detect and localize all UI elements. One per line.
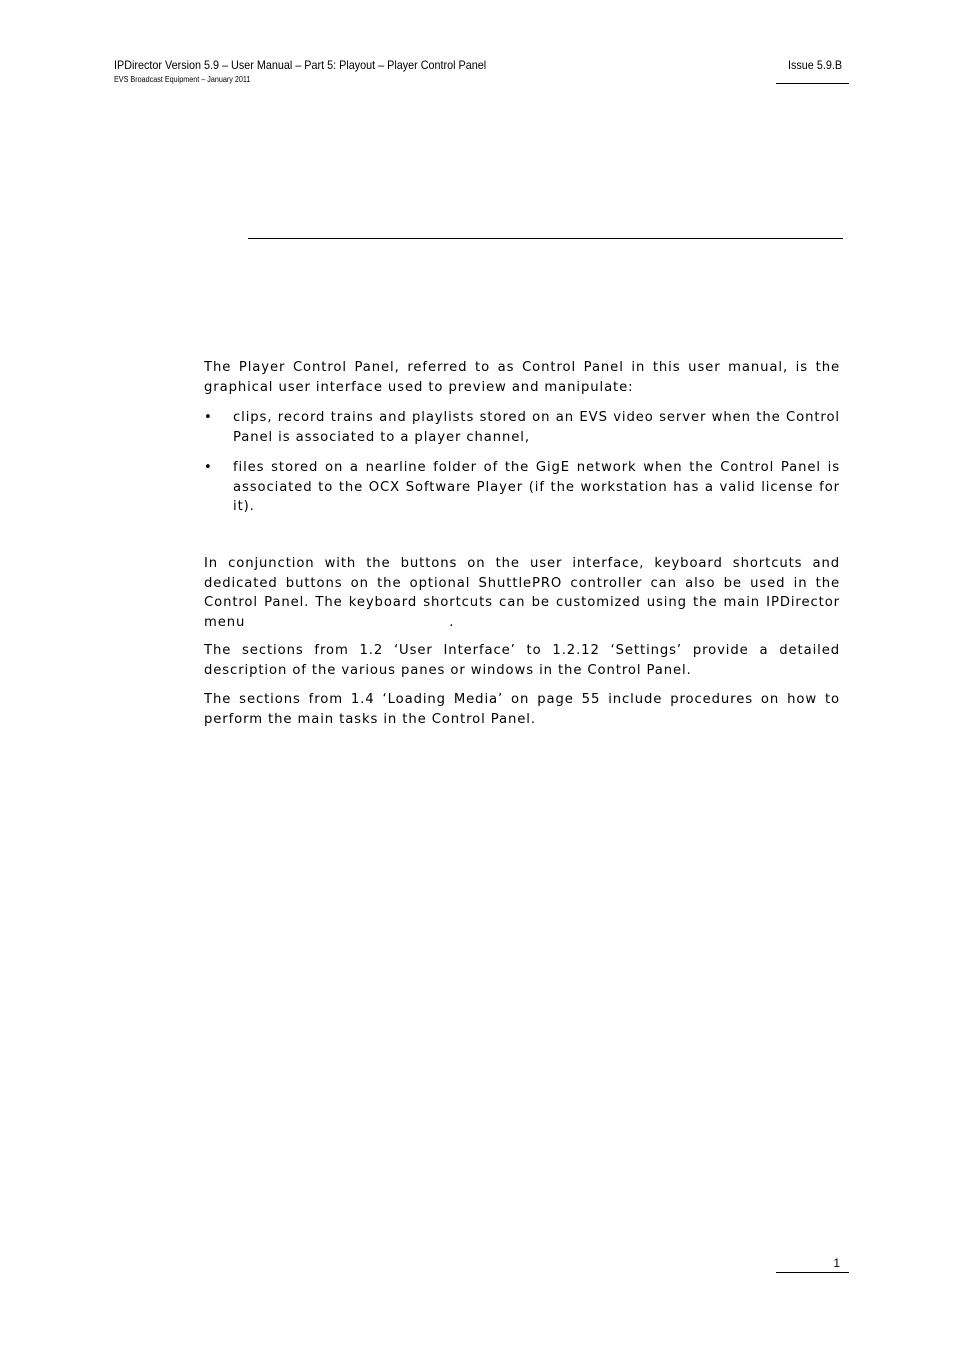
bullet-text: files stored on a nearline folder of the GigE network when the Control Panel is associated to the OCX Software Player (if the workstation has a valid license for it). — [233, 460, 840, 515]
bullet-list — [204, 408, 840, 517]
list-item — [204, 458, 840, 517]
bullet-text: clips, record trains and playlists stored on an EVS video server when the Control Panel is associated to a player channel, — [233, 410, 840, 445]
shortcuts-text: In conjunction with the buttons on the user interface, keyboard shortcuts and dedicated buttons on the optional ShuttlePRO controller can also be used in the Control Panel. The keyboard shortcuts can be customized using the main IPDirector menu — [204, 556, 840, 630]
bullet-icon: • — [204, 460, 212, 476]
procedures-paragraph: The sections from 1.4 ‘Loading Media’ on page 55 include procedures on how to perform the main tasks in the Control Panel. — [204, 692, 840, 727]
intro-paragraph: The Player Control Panel, referred to as Control Panel in this user manual, is the graphical user interface used to preview and manipulate: — [204, 360, 840, 395]
bullet-icon: • — [204, 410, 212, 425]
header-issue: Issue 5.9.B — [787, 58, 842, 72]
list-item — [204, 408, 840, 447]
sections-paragraph: The sections from 1.2 ‘User Interface’ to 1.2.12 ‘Settings’ provide a detailed description of the various panes or windows in the Control Panel. — [204, 643, 840, 678]
header-title: IPDirector Version 5.9 – User Manual – Part 5: Playout – Player Control Panel — [114, 58, 487, 72]
header-subtitle: EVS Broadcast Equipment – January 2011 — [114, 75, 251, 84]
header-rule — [776, 83, 849, 84]
chapter-title-rule — [248, 238, 843, 239]
shortcuts-paragraph — [204, 554, 840, 632]
shortcuts-period: . — [449, 614, 455, 630]
footer-rule — [776, 1272, 849, 1273]
page-number: 1 — [833, 1256, 840, 1270]
